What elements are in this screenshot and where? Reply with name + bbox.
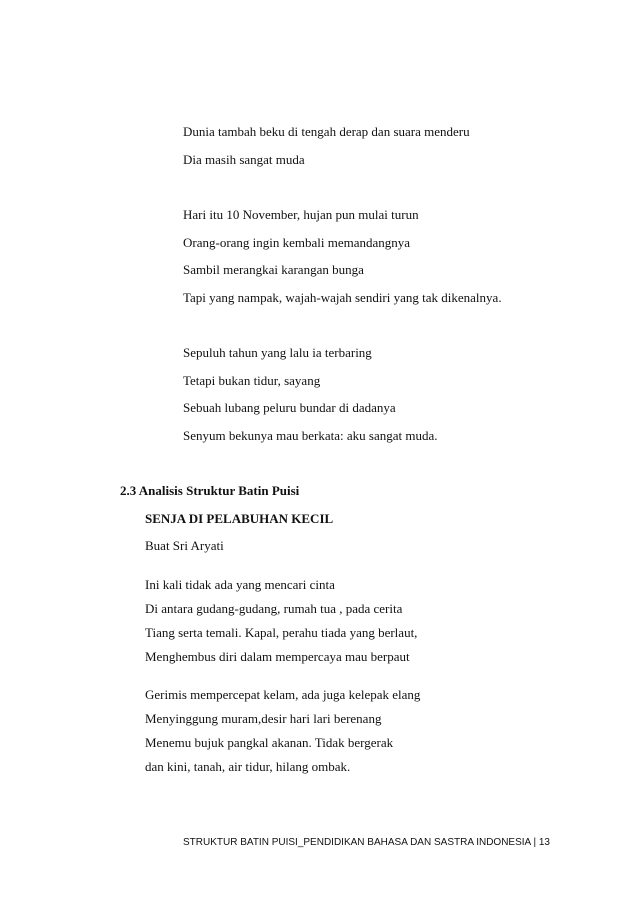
poem2-stanza1-line2: Di antara gudang-gudang, rumah tua , pada cerita	[145, 601, 403, 616]
poem2-stanza1-line1: Ini kali tidak ada yang mencari cinta	[145, 577, 335, 592]
poem2-dedication: Buat Sri Aryati	[145, 538, 224, 553]
poem1-stanza1-line2: Dia masih sangat muda	[183, 152, 305, 167]
poem1-stanza3-line2: Tetapi bukan tidur, sayang	[183, 373, 321, 388]
poem2-stanza2-line3: Menemu bujuk pangkal akanan. Tidak bergerak	[145, 735, 394, 750]
poem1-stanza1-line1: Dunia tambah beku di tengah derap dan suara menderu	[183, 124, 470, 139]
page-footer: STRUKTUR BATIN PUISI_PENDIDIKAN BAHASA DAN SASTRA INDONESIA | 13	[183, 837, 550, 848]
section-heading: 2.3 Analisis Struktur Batin Puisi	[120, 483, 300, 498]
poem2-stanza2-line1: Gerimis mempercepat kelam, ada juga kelepak elang	[145, 687, 421, 702]
poem2-stanza1-line4: Menghembus diri dalam mempercaya mau berpaut	[145, 649, 410, 664]
poem2-stanza2-line2: Menyinggung muram,desir hari lari berenang	[145, 711, 382, 726]
poem1-stanza2-line3: Sambil merangkai karangan bunga	[183, 262, 364, 277]
poem1-stanza2-line1: Hari itu 10 November, hujan pun mulai turun	[183, 207, 419, 222]
poem1-stanza2-line2: Orang-orang ingin kembali memandangnya	[183, 235, 411, 250]
poem2-stanza1-line3: Tiang serta temali. Kapal, perahu tiada yang berlaut,	[145, 625, 418, 640]
poem2-stanza2-line4: dan kini, tanah, air tidur, hilang ombak.	[145, 759, 351, 774]
poem1-stanza3-line4: Senyum bekunya mau berkata: aku sangat muda.	[183, 428, 438, 443]
poem1-stanza2-line4: Tapi yang nampak, wajah-wajah sendiri yang tak dikenalnya.	[183, 290, 502, 305]
poem1-stanza3-line3: Sebuah lubang peluru bundar di dadanya	[183, 400, 396, 415]
poem2-title: SENJA DI PELABUHAN KECIL	[145, 511, 334, 526]
poem1-stanza3-line1: Sepuluh tahun yang lalu ia terbaring	[183, 345, 372, 360]
